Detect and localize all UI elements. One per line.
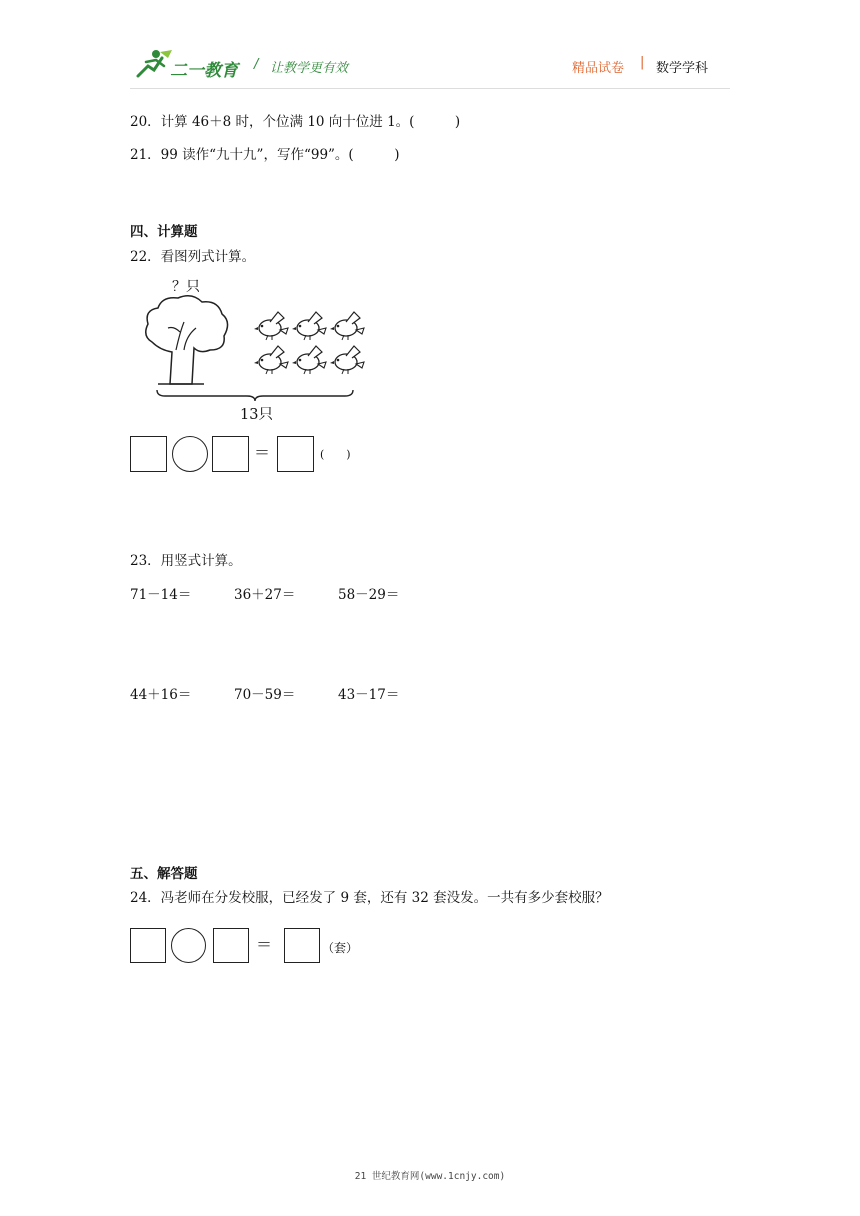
question-22: 22．看图列式计算。	[130, 249, 256, 265]
section-4-title: 四、计算题	[130, 224, 198, 240]
calc-item: 36＋27＝	[234, 587, 296, 603]
question-21: 21．99 读作“九十九”，写作“99”。( )	[130, 147, 400, 163]
equals-sign: ＝	[254, 443, 271, 462]
calc-item: 71－14＝	[130, 587, 192, 603]
equals-sign: ＝	[256, 935, 273, 954]
runner-logo-icon	[134, 48, 174, 80]
question-24: 24．冯老师在分发校服，已经发了 9 套，还有 32 套没发。一共有多少套校服？	[130, 890, 609, 906]
answer-box-2[interactable]	[212, 436, 249, 472]
slogan: 让教学更有效	[270, 61, 349, 76]
calc-item: 58－29＝	[338, 587, 400, 603]
operator-circle[interactable]	[172, 436, 208, 472]
answer-box-result[interactable]	[284, 928, 320, 963]
calc-item: 43－17＝	[338, 687, 400, 703]
answer-box-1[interactable]	[130, 436, 167, 472]
section-5-title: 五、解答题	[130, 866, 198, 882]
header-label: 精品试卷	[572, 61, 625, 76]
unit-label: （套）	[322, 941, 359, 955]
calc-item: 44＋16＝	[130, 687, 192, 703]
unit-paren: ( )	[320, 448, 351, 461]
unknown-count-label: ？只	[172, 279, 200, 295]
header-separator: |	[640, 55, 645, 70]
total-label: 13只	[240, 407, 273, 423]
question-20: 20．计算 46＋8 时，个位满 10 向十位进 1。( )	[130, 114, 461, 130]
brace-icon	[155, 388, 355, 402]
tree-icon	[140, 292, 232, 388]
answer-box-result[interactable]	[277, 436, 314, 472]
question-23: 23．用竖式计算。	[130, 553, 242, 569]
calc-item: 70－59＝	[234, 687, 296, 703]
operator-circle[interactable]	[171, 928, 206, 963]
answer-box-1[interactable]	[130, 928, 166, 963]
header-divider	[130, 88, 730, 89]
birds-icon	[252, 310, 372, 382]
logo-text: 二一教育	[170, 61, 238, 81]
slogan-slash: /	[254, 57, 259, 72]
header-subject: 数学学科	[656, 61, 709, 76]
answer-box-2[interactable]	[213, 928, 249, 963]
footer-text: 21 世纪教育网(www.1cnjy.com)	[354, 1171, 506, 1182]
